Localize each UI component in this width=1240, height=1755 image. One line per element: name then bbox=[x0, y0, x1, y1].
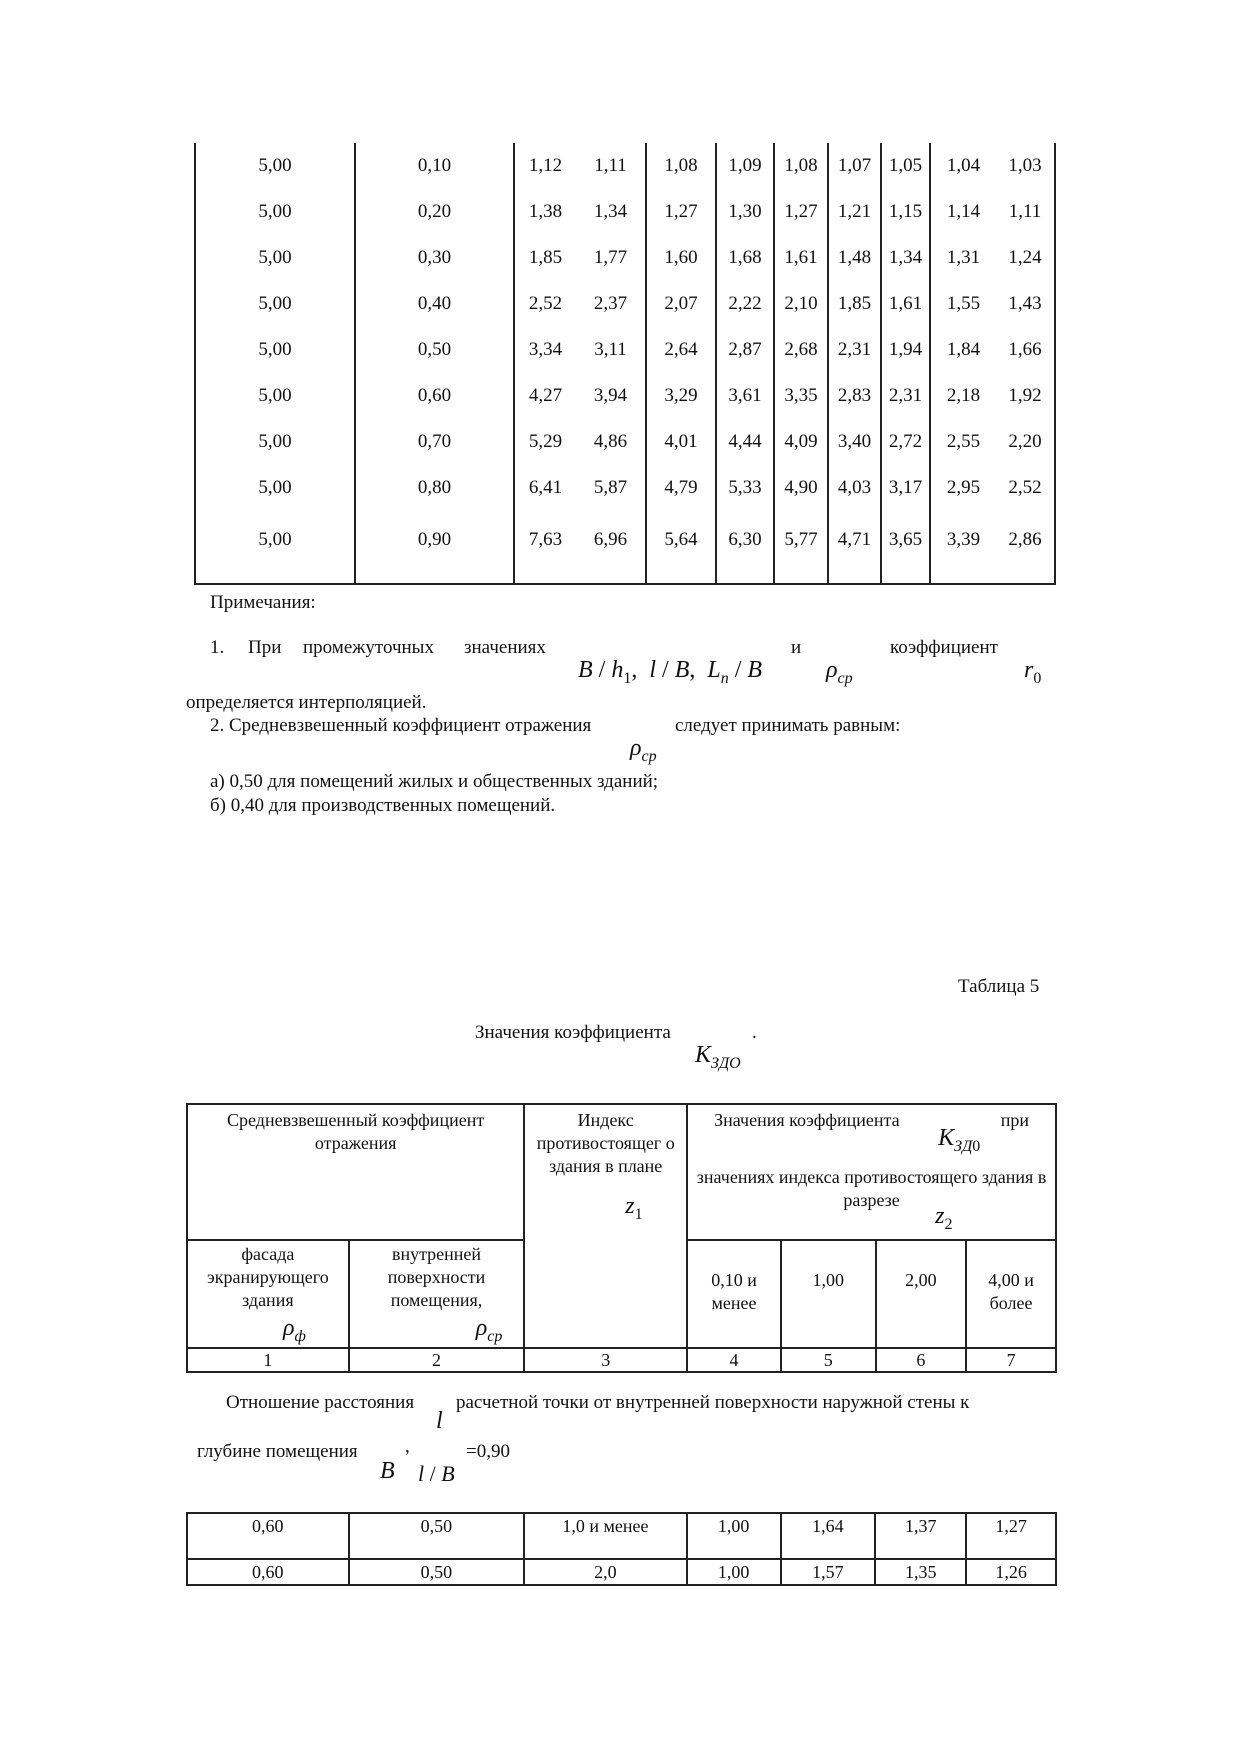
table-cell: 3,61 bbox=[716, 373, 774, 419]
table-cell: 1,94 bbox=[881, 327, 930, 373]
column-number: 6 bbox=[876, 1348, 967, 1372]
formula-r0: $r_0$ bbox=[1024, 657, 1042, 687]
table-cell: 1,04 bbox=[946, 155, 981, 176]
table-cell: 1,14 bbox=[946, 201, 981, 222]
ratio-comma: , bbox=[405, 1436, 410, 1457]
formula-l-over-B: l / B bbox=[418, 1461, 455, 1486]
header-values-text: Значения коэффициента bbox=[714, 1110, 900, 1130]
table-cell: 0,60 bbox=[187, 1559, 349, 1585]
table-cell: 5,00 bbox=[195, 373, 355, 419]
note-1-word-and: и bbox=[791, 637, 802, 658]
note-2-b: б) 0,40 для производственных помещений. bbox=[210, 795, 556, 816]
table-cell: 2,22 bbox=[716, 281, 774, 327]
table-cell: 1,38 bbox=[528, 201, 563, 222]
table-cell: 0,60 bbox=[355, 373, 514, 419]
table-cell: 1,61 bbox=[881, 281, 930, 327]
table-cell: 2,10 bbox=[774, 281, 828, 327]
header-index-plan bbox=[524, 1104, 687, 1348]
table-cell: 0,50 bbox=[349, 1513, 525, 1559]
table-cell: 0,40 bbox=[355, 281, 514, 327]
header-avg-reflection: Средневзвешенный коэффициент отражения bbox=[187, 1104, 524, 1240]
table-cell: 2,86 bbox=[996, 511, 1055, 584]
table-cell: 0,50 bbox=[355, 327, 514, 373]
table-cell: 1,03 bbox=[996, 143, 1055, 189]
formula-rho-cp-3: $\rho_{ср}$ bbox=[475, 1315, 503, 1345]
table-cell: 5,00 bbox=[195, 235, 355, 281]
table-cell: 2,55 bbox=[946, 431, 981, 452]
table-cell: 0,50 bbox=[349, 1559, 525, 1585]
table-cell: 1,37 bbox=[875, 1513, 966, 1559]
table-cell: 5,00 bbox=[195, 143, 355, 189]
table-cell: 6,41 bbox=[528, 477, 563, 498]
formula-l: l bbox=[436, 1408, 443, 1434]
column-numbers-row bbox=[187, 1348, 1056, 1372]
table-cell: 1,08 bbox=[774, 143, 828, 189]
table-row bbox=[187, 1559, 1056, 1585]
header-col-5: 1,00 bbox=[781, 1240, 876, 1348]
table-cell: 1,27 bbox=[646, 189, 716, 235]
table-cell: 4,09 bbox=[774, 419, 828, 465]
header-inner-text: внутренней поверхности помещения, bbox=[387, 1244, 486, 1310]
table-cell: 5,87 bbox=[576, 465, 646, 511]
table-cell: 0,10 bbox=[355, 143, 514, 189]
column-number: 4 bbox=[687, 1348, 781, 1372]
table-cell: 5,00 bbox=[195, 465, 355, 511]
table-row bbox=[195, 143, 1055, 189]
table-cell: 1,27 bbox=[774, 189, 828, 235]
table-cell: 1,84 bbox=[946, 339, 981, 360]
table-cell: 5,00 bbox=[195, 511, 355, 584]
formula-z2: $z_2$ bbox=[935, 1203, 953, 1233]
table-cell: 1,92 bbox=[996, 373, 1055, 419]
table-cell: 1,85 bbox=[528, 247, 563, 268]
table-cell: 1,11 bbox=[996, 189, 1055, 235]
table-cell: 2,31 bbox=[828, 327, 881, 373]
table-row bbox=[195, 373, 1055, 419]
table-cell: 0,30 bbox=[355, 235, 514, 281]
table-cell: 1,66 bbox=[996, 327, 1055, 373]
table-cell: 2,37 bbox=[576, 281, 646, 327]
formula-rho-f: $\rho_ф$ bbox=[283, 1315, 306, 1345]
table-row bbox=[187, 1513, 1056, 1559]
table-cell: 1,07 bbox=[828, 143, 881, 189]
table-cell: 4,03 bbox=[828, 465, 881, 511]
table-cell: 1,21 bbox=[828, 189, 881, 235]
formula-rho-cp-1: $\rho_{ср}$ bbox=[826, 657, 853, 687]
note-2-tail: следует принимать равным: bbox=[675, 715, 901, 736]
column-number: 2 bbox=[349, 1348, 525, 1372]
table-cell: 1,05 bbox=[881, 143, 930, 189]
table-cell: 2,52 bbox=[996, 465, 1055, 511]
formula-z1: $z_1$ bbox=[625, 1193, 643, 1223]
table-cell: 1,30 bbox=[716, 189, 774, 235]
table-cell: 2,72 bbox=[881, 419, 930, 465]
note-1-word-values: значениях bbox=[464, 637, 546, 658]
table-cell: 2,83 bbox=[828, 373, 881, 419]
table-cell: 3,11 bbox=[576, 327, 646, 373]
table-cell: 5,00 bbox=[195, 281, 355, 327]
formula-rho-cp-2: $\rho_{ср}$ bbox=[630, 735, 657, 765]
table-cell: 2,07 bbox=[646, 281, 716, 327]
table-row bbox=[195, 419, 1055, 465]
table-cell: 5,00 bbox=[195, 189, 355, 235]
header-facade-text: фасада экранирующего здания bbox=[207, 1244, 329, 1310]
table-cell: 4,27 bbox=[528, 385, 563, 406]
table-cell: 1,09 bbox=[716, 143, 774, 189]
column-number: 7 bbox=[966, 1348, 1056, 1372]
table-cell: 5,64 bbox=[646, 511, 716, 584]
note-1-continuation: определяется интерполяцией. bbox=[186, 692, 427, 713]
header-values-line1 bbox=[696, 1109, 1047, 1132]
formula-k-zd0: $K_{ЗД0}$ bbox=[938, 1125, 981, 1155]
table-cell: 4,71 bbox=[828, 511, 881, 584]
table-cell: 6,30 bbox=[716, 511, 774, 584]
table-cell: 3,35 bbox=[774, 373, 828, 419]
table-cell: 0,70 bbox=[355, 419, 514, 465]
table-cell: 4,90 bbox=[774, 465, 828, 511]
ratio-line-2: глубине помещения bbox=[197, 1441, 358, 1462]
note-2-a: а) 0,50 для помещений жилых и общественных зданий; bbox=[210, 771, 659, 792]
table-5-title: Значения коэффициента bbox=[475, 1022, 671, 1043]
table-cell: 1,35 bbox=[875, 1559, 966, 1585]
table-cell: 1,00 bbox=[687, 1513, 781, 1559]
table-cell: 1,64 bbox=[781, 1513, 876, 1559]
table-cell: 1,34 bbox=[881, 235, 930, 281]
table-5-header bbox=[186, 1103, 1057, 1373]
table-cell: 1,85 bbox=[828, 281, 881, 327]
table-cell: 2,95 bbox=[946, 477, 981, 498]
table-cell: 1,60 bbox=[646, 235, 716, 281]
table-cell: 2,68 bbox=[774, 327, 828, 373]
table-cell: 1,12 bbox=[528, 155, 563, 176]
table-cell: 0,90 bbox=[355, 511, 514, 584]
table-cell: 3,94 bbox=[576, 373, 646, 419]
table-cell: 3,17 bbox=[881, 465, 930, 511]
table-5-title-dot: . bbox=[752, 1022, 757, 1043]
table-cell: 1,27 bbox=[966, 1513, 1056, 1559]
table-cell: 1,26 bbox=[966, 1559, 1056, 1585]
table-cell: 4,01 bbox=[646, 419, 716, 465]
table-cell: 1,77 bbox=[576, 235, 646, 281]
table-cell: 2,20 bbox=[996, 419, 1055, 465]
table-cell: 3,65 bbox=[881, 511, 930, 584]
table-cell: 5,29 bbox=[528, 431, 563, 452]
header-inner bbox=[349, 1240, 525, 1348]
table-cell: 3,40 bbox=[828, 419, 881, 465]
note-1-word-pri: При bbox=[248, 637, 282, 658]
table-cell: 5,77 bbox=[774, 511, 828, 584]
table-cell: 3,39 bbox=[946, 529, 981, 550]
coefficient-table-top bbox=[194, 143, 1056, 585]
header-col-7: 4,00 и более bbox=[966, 1240, 1056, 1348]
table-cell: 1,15 bbox=[881, 189, 930, 235]
table-cell: 6,96 bbox=[576, 511, 646, 584]
column-number: 3 bbox=[524, 1348, 687, 1372]
table-cell: 0,80 bbox=[355, 465, 514, 511]
table-cell: 1,48 bbox=[828, 235, 881, 281]
note-1-word-coefficient: коэффициент bbox=[890, 637, 998, 658]
table-cell: 1,57 bbox=[781, 1559, 876, 1585]
table-cell: 1,00 bbox=[687, 1559, 781, 1585]
table-cell: 0,60 bbox=[187, 1513, 349, 1559]
table-cell: 5,00 bbox=[195, 419, 355, 465]
table-cell: 3,29 bbox=[646, 373, 716, 419]
table-cell: 2,52 bbox=[528, 293, 563, 314]
column-number: 1 bbox=[187, 1348, 349, 1372]
ratio-line-1-tail: расчетной точки от внутренней поверхности наружной стены к bbox=[456, 1392, 970, 1413]
table-cell: 1,43 bbox=[996, 281, 1055, 327]
table-cell: 1,08 bbox=[646, 143, 716, 189]
table-cell: 2,18 bbox=[946, 385, 981, 406]
header-col-6: 2,00 bbox=[876, 1240, 967, 1348]
table-cell: 7,63 bbox=[528, 529, 563, 550]
header-values bbox=[687, 1104, 1056, 1240]
note-2: 2. Средневзвешенный коэффициент отражения bbox=[210, 715, 592, 736]
note-1-word-intermediate: промежуточных bbox=[303, 637, 434, 658]
table-row bbox=[195, 189, 1055, 235]
table-row bbox=[195, 281, 1055, 327]
note-1-number: 1. bbox=[210, 637, 225, 658]
table-cell: 1,61 bbox=[774, 235, 828, 281]
header-index-plan-text: Индекс противостоящег о здания в плане bbox=[536, 1110, 675, 1176]
ratio-value: =0,90 bbox=[466, 1441, 510, 1462]
table-cell: 1,34 bbox=[576, 189, 646, 235]
header-values-pri: при bbox=[1000, 1110, 1029, 1130]
table-5-label: Таблица 5 bbox=[958, 976, 1040, 997]
formula-ratios: B / $h_1$, l / B, $L_n$ / B bbox=[578, 657, 763, 687]
table-5-body bbox=[186, 1512, 1057, 1586]
table-cell: 2,87 bbox=[716, 327, 774, 373]
table-cell: 1,55 bbox=[946, 293, 981, 314]
table-cell: 1,68 bbox=[716, 235, 774, 281]
table-cell: 3,34 bbox=[528, 339, 563, 360]
formula-B: B bbox=[380, 1458, 395, 1484]
header-facade bbox=[187, 1240, 349, 1348]
table-cell: 4,44 bbox=[716, 419, 774, 465]
table-cell: 2,64 bbox=[646, 327, 716, 373]
table-cell: 2,31 bbox=[881, 373, 930, 419]
notes-heading: Примечания: bbox=[210, 592, 316, 613]
column-number: 5 bbox=[781, 1348, 876, 1372]
table-cell: 1,0 и менее bbox=[524, 1513, 687, 1559]
table-row bbox=[195, 235, 1055, 281]
ratio-line-1: Отношение расстояния bbox=[226, 1392, 415, 1413]
table-cell: 4,86 bbox=[576, 419, 646, 465]
table-cell: 4,79 bbox=[646, 465, 716, 511]
table-cell: 2,0 bbox=[524, 1559, 687, 1585]
table-cell: 0,20 bbox=[355, 189, 514, 235]
table-row bbox=[195, 327, 1055, 373]
table-cell: 1,24 bbox=[996, 235, 1055, 281]
header-values-line2: значениях индекса противостоящего здания в разрезе bbox=[696, 1167, 1047, 1210]
table-row bbox=[195, 511, 1055, 584]
table-row bbox=[195, 465, 1055, 511]
formula-k-zdo: $K_{ЗДО}$ bbox=[695, 1042, 741, 1072]
table-cell: 5,00 bbox=[195, 327, 355, 373]
table-cell: 5,33 bbox=[716, 465, 774, 511]
table-cell: 1,31 bbox=[946, 247, 981, 268]
table-cell: 1,11 bbox=[576, 143, 646, 189]
header-col-4: 0,10 и менее bbox=[687, 1240, 781, 1348]
